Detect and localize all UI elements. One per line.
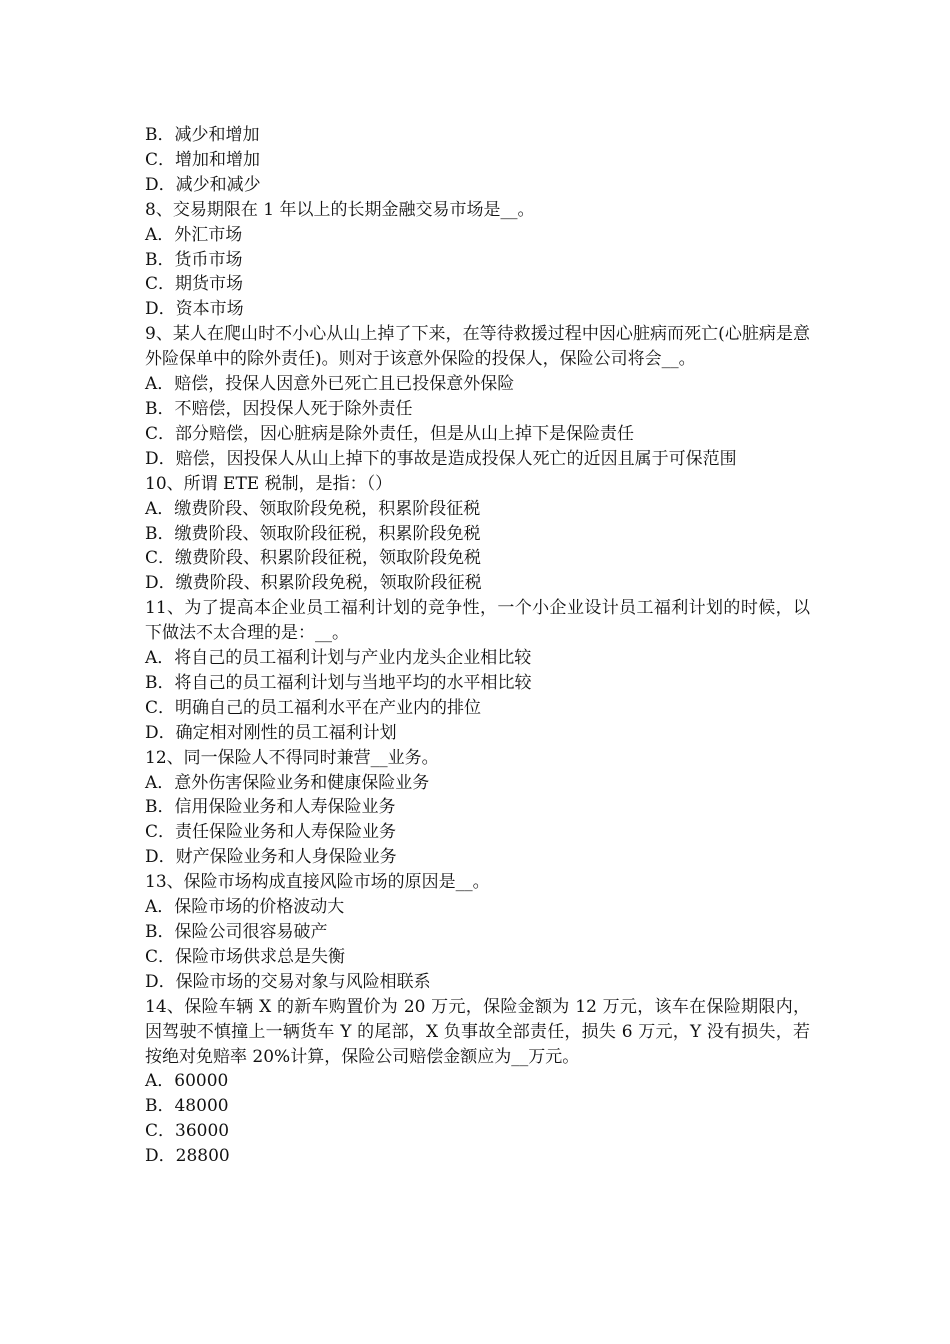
- option-d: D．缴费阶段、积累阶段免税，领取阶段征税: [145, 573, 482, 594]
- option-d: D．确定相对刚性的员工福利计划: [145, 722, 397, 743]
- option-a: A．意外伤害保险业务和健康保险业务: [145, 772, 430, 793]
- question-11: [145, 596, 810, 745]
- question-10: [145, 472, 810, 597]
- option-c: C．增加和增加: [145, 149, 261, 170]
- option-d: D．28800: [145, 1146, 230, 1167]
- question-stem: 14、保险车辆 X 的新车购置价为 20 万元，保险金额为 12 万元，该车在保险期限内，因驾驶不慎撞上一辆货车 Y 的尾部，X 负事故全部责任，损失 6 万元，Y 没有损失，若按绝对免赔率 20%计算，保险公司赔偿金额应为__万元。: [145, 996, 810, 1067]
- question-stem: 10、所谓 ETE 税制，是指：（）: [145, 473, 393, 494]
- question-stem: 12、同一保险人不得同时兼营__业务。: [145, 747, 439, 768]
- document-page: [145, 123, 810, 1169]
- option-d: D．财产保险业务和人身保险业务: [145, 847, 397, 868]
- option-c: C．责任保险业务和人寿保险业务: [145, 822, 397, 843]
- option-a: A．赔偿，投保人因意外已死亡且已投保意外保险: [145, 374, 515, 395]
- option-c: C．36000: [145, 1121, 230, 1142]
- option-c: C．明确自己的员工福利水平在产业内的排位: [145, 697, 482, 718]
- option-d: D．赔偿，因投保人从山上掉下的事故是造成投保人死亡的近因且属于可保范围: [145, 448, 737, 469]
- option-a: A．60000: [145, 1071, 229, 1092]
- option-b: B．信用保险业务和人寿保险业务: [145, 797, 396, 818]
- option-d: D．保险市场的交易对象与风险相联系: [145, 971, 431, 992]
- question-12: [145, 746, 810, 871]
- question-13: [145, 870, 810, 995]
- option-c: C．缴费阶段、积累阶段征税，领取阶段免税: [145, 548, 482, 569]
- option-b: B．减少和增加: [145, 125, 260, 145]
- option-a: A．缴费阶段、领取阶段免税，积累阶段征税: [145, 498, 481, 519]
- question-stem: 9、某人在爬山时不小心从山上掉了下来，在等待救援过程中因心脏病而死亡(心脏病是意外险保单中的除外责任)。则对于该意外保险的投保人，保险公司将会__。: [145, 324, 810, 370]
- option-d: D．减少和减少: [145, 174, 261, 195]
- option-b: B．货币市场: [145, 249, 243, 270]
- option-b: B．保险公司很容易破产: [145, 922, 328, 942]
- question-8: [145, 198, 810, 323]
- option-d: D．资本市场: [145, 299, 244, 320]
- option-c: C．保险市场供求总是失衡: [145, 946, 346, 967]
- option-a: A．保险市场的价格波动大: [145, 897, 345, 918]
- option-c: C．部分赔偿，因心脏病是除外责任，但是从山上掉下是保险责任: [145, 423, 635, 444]
- question-stem: 11、为了提高本企业员工福利计划的竞争性，一个小企业设计员工福利计划的时候，以下做法不太合理的是：__。: [145, 598, 810, 644]
- option-b: B．缴费阶段、领取阶段征税，积累阶段免税: [145, 523, 481, 544]
- option-b: B．不赔偿，因投保人死于除外责任: [145, 398, 413, 419]
- question-14: [145, 995, 810, 1169]
- question-9: [145, 322, 810, 471]
- option-b: B．将自己的员工福利计划与当地平均的水平相比较: [145, 672, 532, 693]
- previous-question-options: [145, 123, 810, 198]
- option-a: A．将自己的员工福利计划与产业内龙头企业相比较: [145, 648, 532, 669]
- option-b: B．48000: [145, 1096, 229, 1117]
- question-stem: 8、交易期限在 1 年以上的长期金融交易市场是__。: [145, 199, 535, 220]
- option-a: A．外汇市场: [145, 224, 243, 245]
- option-c: C．期货市场: [145, 274, 244, 295]
- question-stem: 13、保险市场构成直接风险市场的原因是__。: [145, 872, 490, 893]
